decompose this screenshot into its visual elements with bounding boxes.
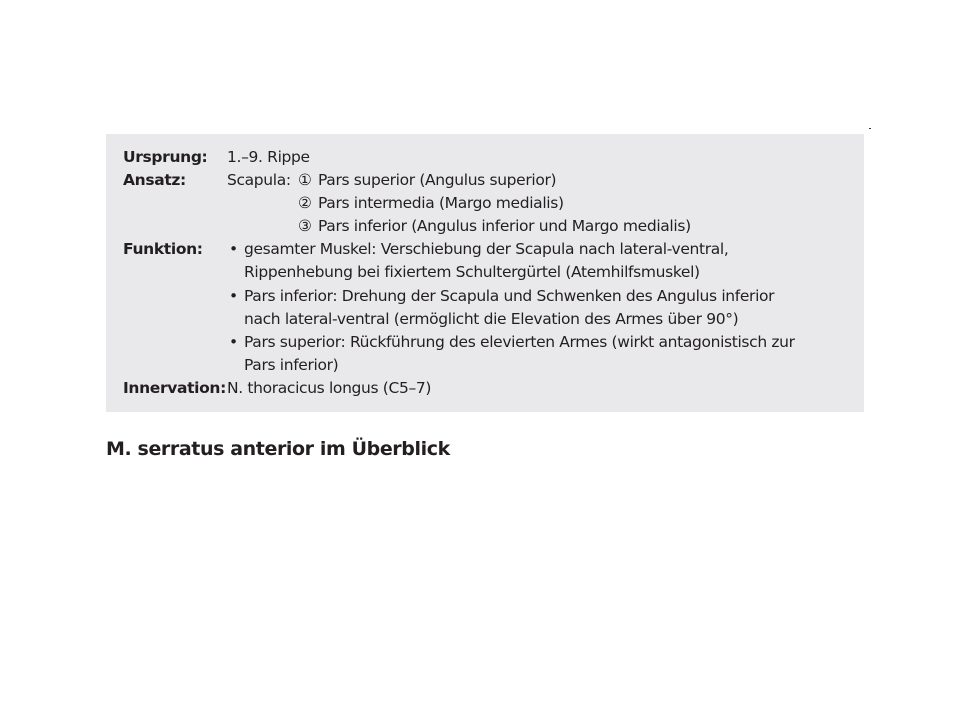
funktion-line: nach lateral-ventral (ermöglicht die Elevation des Armes über 90°) (244, 310, 739, 328)
ansatz-item (298, 192, 564, 214)
ursprung-value: 1.–9. Rippe (227, 148, 310, 166)
ansatz-text: Pars intermedia (Margo medialis) (318, 194, 564, 212)
funktion-line: Pars inferior: Drehung der Scapula und Schwenken des Angulus inferior (244, 287, 775, 305)
corner-mark (869, 128, 871, 129)
ansatz-text: Pars superior (Angulus superior) (318, 171, 557, 189)
ansatz-number: ② (298, 194, 312, 212)
bullet-icon: • (229, 333, 238, 351)
funktion-line: Pars inferior) (244, 356, 339, 374)
funktion-line: Pars superior: Rückführung des elevierten Armes (wirkt antagonistisch zur (244, 333, 795, 351)
ansatz-item (298, 169, 556, 191)
funktion-label: Funktion: (123, 240, 203, 258)
ansatz-number: ③ (298, 217, 312, 235)
funktion-line: gesamter Muskel: Verschiebung der Scapula nach lateral-ventral, (244, 240, 729, 258)
ansatz-number: ① (298, 171, 312, 189)
innervation-label: Innervation: (123, 379, 226, 397)
ansatz-text: Pars inferior (Angulus inferior und Margo medialis) (318, 217, 691, 235)
ursprung-label: Ursprung: (123, 148, 208, 166)
figure-caption: M. serratus anterior im Überblick (106, 438, 450, 460)
funktion-line: Rippenhebung bei fixiertem Schultergürtel (Atemhilfsmuskel) (244, 263, 700, 281)
ansatz-prefix: Scapula: (227, 171, 291, 189)
ansatz-label: Ansatz: (123, 171, 186, 189)
ansatz-item (298, 215, 691, 237)
bullet-icon: • (229, 287, 238, 305)
innervation-value: N. thoracicus longus (C5–7) (227, 379, 432, 397)
bullet-icon: • (229, 240, 238, 258)
muscle-info-box (106, 134, 864, 412)
